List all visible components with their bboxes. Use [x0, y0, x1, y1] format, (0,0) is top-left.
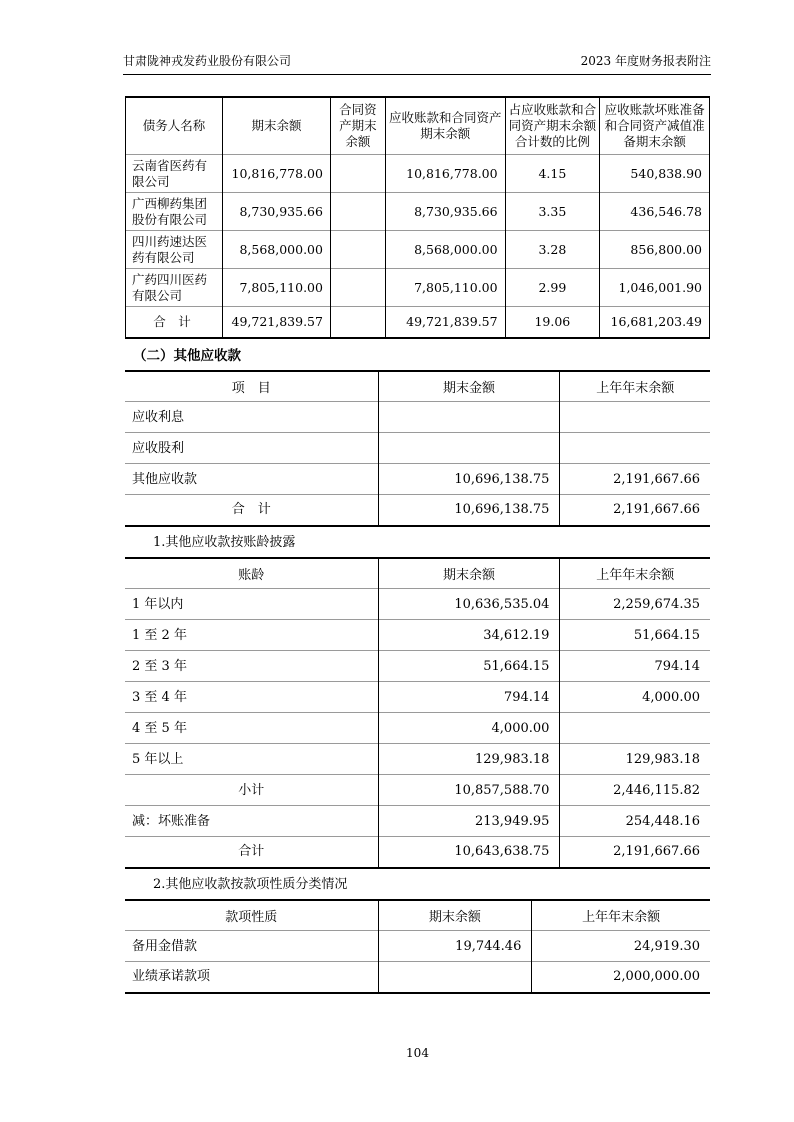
table-row	[126, 193, 710, 231]
table-cell: 10,636,535.04	[378, 589, 560, 620]
table-cell: 业绩承诺款项	[125, 962, 378, 993]
table-cell: 10,696,138.75	[378, 464, 560, 495]
table-cell	[560, 433, 710, 464]
table-cell: 254,448.16	[560, 806, 710, 837]
table-cell: 合 计	[126, 307, 223, 338]
table-row	[125, 713, 710, 744]
table-row	[125, 402, 710, 433]
table-cell	[330, 307, 385, 338]
table-cell	[330, 155, 385, 193]
table-cell	[330, 269, 385, 307]
table-cell: 8,568,000.00	[385, 231, 505, 269]
table-cell: 减：坏账准备	[125, 806, 378, 837]
column-header: 项 目	[231, 380, 271, 396]
total-row	[125, 495, 710, 526]
aging-analysis-table	[125, 557, 710, 869]
page-content	[125, 96, 710, 994]
table-cell: 2 至 3 年	[125, 651, 378, 682]
table-cell: 4,000.00	[560, 682, 710, 713]
section-title-other-receivables: （二）其他应收款	[133, 347, 241, 364]
table-cell: 广药四川医药有限公司	[126, 269, 223, 307]
total-row	[125, 837, 710, 868]
table-cell: 云南省医药有限公司	[126, 155, 223, 193]
table-cell: 7,805,110.00	[385, 269, 505, 307]
table-cell: 4.15	[505, 155, 600, 193]
column-header: 债务人名称	[126, 97, 223, 155]
running-header	[123, 52, 711, 75]
table-cell: 3.28	[505, 231, 600, 269]
table-cell: 应收利息	[125, 402, 378, 433]
table-cell	[378, 962, 532, 993]
table-cell: 1,046,001.90	[600, 269, 710, 307]
subsection-title-aging: 1.其他应收款按账龄披露	[153, 534, 296, 550]
column-header: 期末金额	[378, 371, 560, 402]
column-header: 占应收账款和合同资产期末余额合计数的比例	[505, 97, 600, 155]
table-cell: 四川药速达医药有限公司	[126, 231, 223, 269]
column-header: 应收账款和合同资产期末余额	[385, 97, 505, 155]
table-cell: 合计	[125, 837, 378, 868]
table-cell: 10,816,778.00	[222, 155, 330, 193]
payment-nature-table	[125, 899, 710, 994]
table-cell: 49,721,839.57	[385, 307, 505, 338]
table-cell: 备用金借款	[125, 931, 378, 962]
table-row	[125, 651, 710, 682]
table-cell: 49,721,839.57	[222, 307, 330, 338]
table-cell: 3.35	[505, 193, 600, 231]
table-cell	[330, 231, 385, 269]
table-cell: 10,816,778.00	[385, 155, 505, 193]
debtor-concentration-table	[125, 96, 710, 339]
page-number: 104	[406, 1046, 429, 1060]
table-cell: 16,681,203.49	[600, 307, 710, 338]
total-row	[125, 775, 710, 806]
header-row	[125, 371, 710, 402]
column-header: 合同资产期末余额	[330, 97, 385, 155]
table-cell: 2.99	[505, 269, 600, 307]
table-cell: 24,919.30	[532, 931, 710, 962]
table-cell: 2,191,667.66	[560, 837, 710, 868]
table-cell: 794.14	[378, 682, 560, 713]
table-row	[125, 682, 710, 713]
table-cell: 5 年以上	[125, 744, 378, 775]
table-cell: 小计	[125, 775, 378, 806]
table-cell: 8,730,935.66	[385, 193, 505, 231]
table-cell: 8,730,935.66	[222, 193, 330, 231]
table-cell: 856,800.00	[600, 231, 710, 269]
table-cell	[330, 193, 385, 231]
table-cell: 7,805,110.00	[222, 269, 330, 307]
table-cell: 1 年以内	[125, 589, 378, 620]
table-row	[125, 962, 710, 993]
table-cell: 4,000.00	[378, 713, 560, 744]
column-header: 期末余额	[378, 558, 560, 589]
table-cell: 213,949.95	[378, 806, 560, 837]
column-header: 上年年末余额	[560, 371, 710, 402]
total-row	[126, 307, 710, 338]
table-cell: 2,259,674.35	[560, 589, 710, 620]
table-cell: 广西柳药集团股份有限公司	[126, 193, 223, 231]
company-name: 甘肃陇神戎发药业股份有限公司	[123, 54, 292, 68]
other-receivables-summary-table	[125, 370, 710, 527]
table-cell	[378, 402, 560, 433]
table-cell: 2,446,115.82	[560, 775, 710, 806]
table-row	[125, 433, 710, 464]
table-cell: 19.06	[505, 307, 600, 338]
table-cell	[378, 433, 560, 464]
table-row	[126, 231, 710, 269]
table-row	[126, 155, 710, 193]
column-header: 账龄	[238, 567, 265, 583]
column-header: 款项性质	[225, 909, 278, 925]
table-cell: 436,546.78	[600, 193, 710, 231]
table-cell: 2,000,000.00	[532, 962, 710, 993]
table-cell: 794.14	[560, 651, 710, 682]
table-row	[125, 589, 710, 620]
table-cell: 1 至 2 年	[125, 620, 378, 651]
header-row	[125, 558, 710, 589]
column-header: 上年年末余额	[532, 900, 710, 931]
table-cell: 10,696,138.75	[378, 495, 560, 526]
report-title: 2023 年度财务报表附注	[580, 54, 711, 68]
table-cell: 129,983.18	[378, 744, 560, 775]
table-cell: 3 至 4 年	[125, 682, 378, 713]
table-cell: 19,744.46	[378, 931, 532, 962]
table-cell	[560, 713, 710, 744]
column-header: 上年年末余额	[560, 558, 710, 589]
table-cell: 合 计	[125, 495, 378, 526]
table-cell: 540,838.90	[600, 155, 710, 193]
table-cell: 2,191,667.66	[560, 464, 710, 495]
table-cell: 10,857,588.70	[378, 775, 560, 806]
table-cell: 其他应收款	[125, 464, 378, 495]
table-cell: 34,612.19	[378, 620, 560, 651]
header-row	[126, 97, 710, 155]
table-row	[125, 620, 710, 651]
column-header: 期末余额	[378, 900, 532, 931]
table-cell: 8,568,000.00	[222, 231, 330, 269]
table-cell: 51,664.15	[560, 620, 710, 651]
table-cell	[560, 402, 710, 433]
table-cell: 2,191,667.66	[560, 495, 710, 526]
column-header: 应收账款坏账准备和合同资产减值准备期末余额	[600, 97, 710, 155]
table-cell: 4 至 5 年	[125, 713, 378, 744]
table-row	[125, 464, 710, 495]
table-row	[125, 931, 710, 962]
table-row	[126, 269, 710, 307]
column-header: 期末余额	[222, 97, 330, 155]
table-row	[125, 744, 710, 775]
table-cell: 应收股利	[125, 433, 378, 464]
table-cell: 129,983.18	[560, 744, 710, 775]
header-row	[125, 900, 710, 931]
table-cell: 10,643,638.75	[378, 837, 560, 868]
table-row	[125, 806, 710, 837]
subsection-title-nature: 2.其他应收款按款项性质分类情况	[153, 876, 348, 892]
table-cell: 51,664.15	[378, 651, 560, 682]
